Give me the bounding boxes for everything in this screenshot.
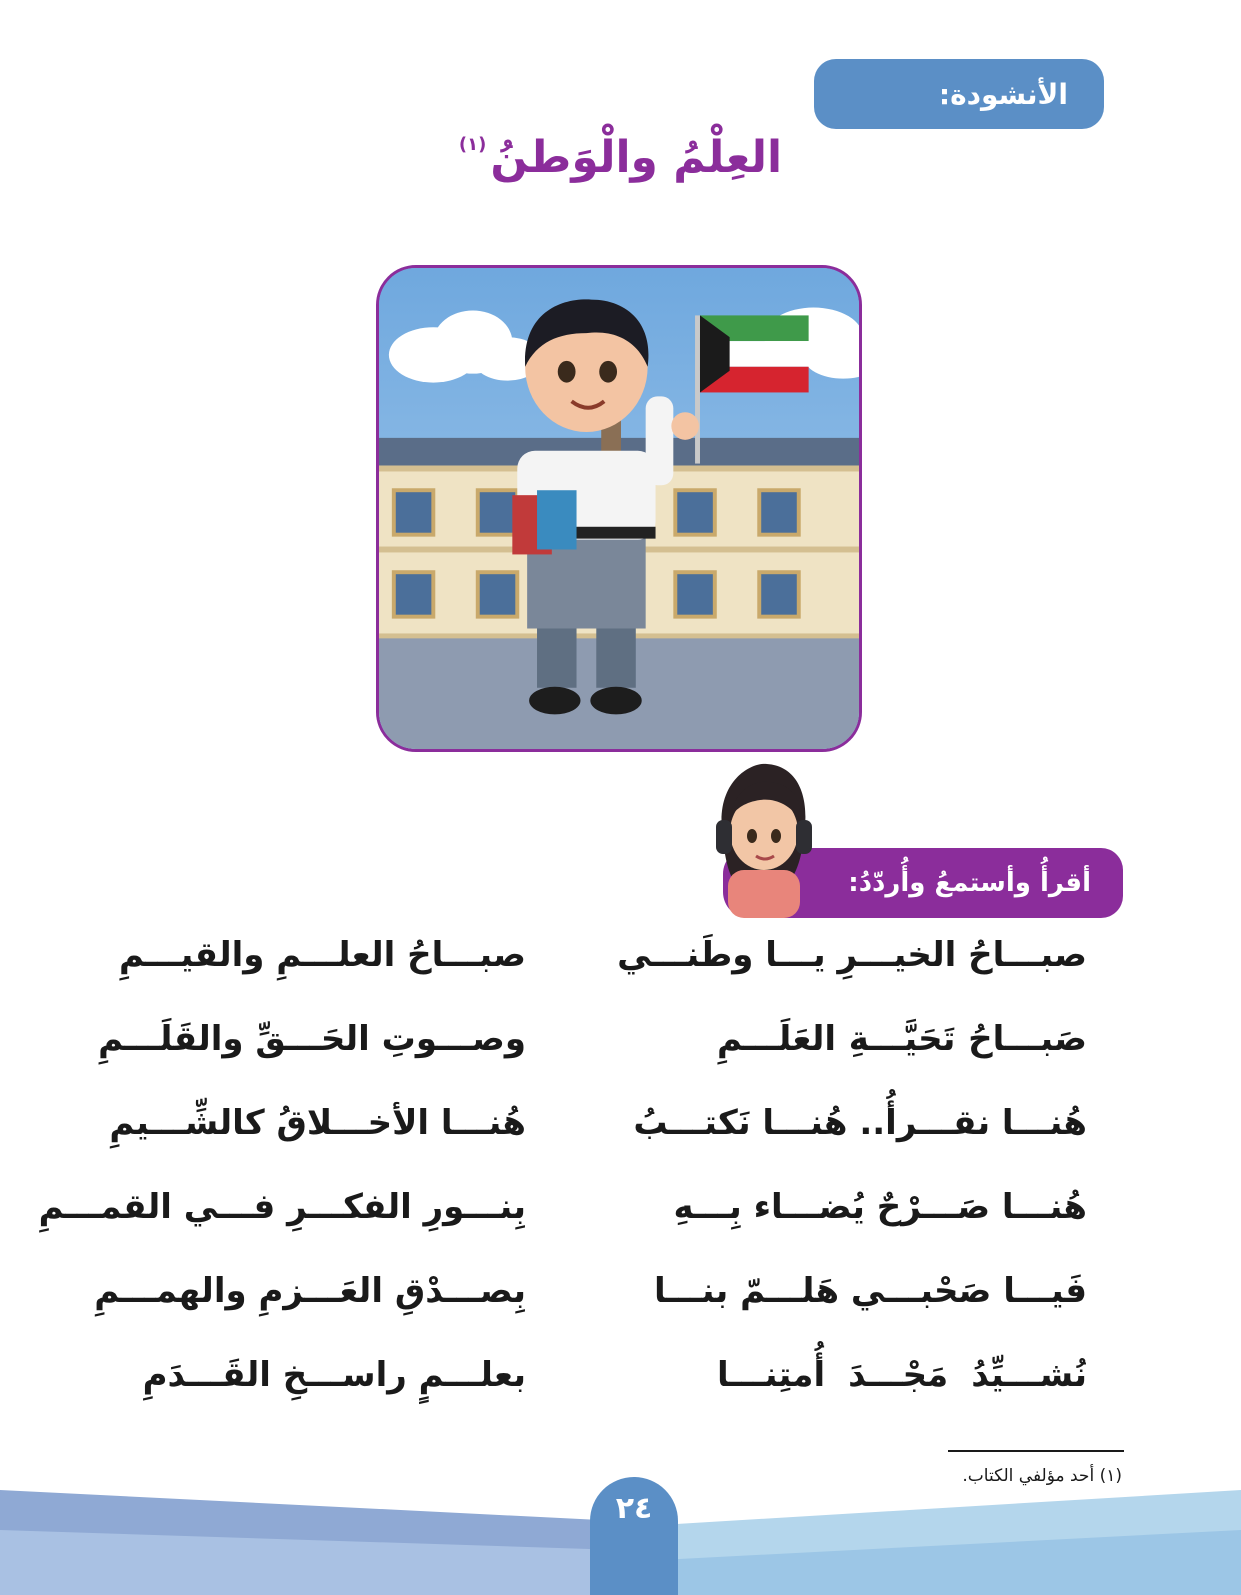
poem-line-6-right: نُشـــيِّدُ مَجْـــدَ أُمتِنـــا [717,1355,1087,1395]
section-label-text: الأنشودة: [938,77,1068,111]
poem-line-4-right: هُنـــا صَـــرْحٌ يُضـــاء بِـــهِ [673,1187,1087,1227]
girl-with-headphones-icon [712,760,812,918]
page-number [590,1477,678,1595]
poem-line-1-right: صبـــاحُ الخيـــرِ يـــا وطَنـــي [617,935,1087,975]
poem-line-3-left: هُنـــا الأخـــلاقُ كالشِّـــيمِ [109,1103,526,1143]
poem-line-4-left: بِنـــورِ الفكـــرِ فـــي القمـــمِ [38,1187,526,1227]
poem-line-2-left: وصـــوتِ الحَـــقِّ والقَلَـــمِ [98,1019,526,1059]
instruction-text: أقرأُ وأستمعُ وأُردّدُ: [848,868,1091,898]
boy-with-flag-illustration [376,265,862,752]
page-title [0,132,1241,183]
section-label [814,59,1104,129]
footnote-mark: (١) [458,134,487,155]
poem-line-1-left: صبـــاحُ العلـــمِ والقيـــمِ [119,935,526,975]
page-title-text: العِلْمُ والْوَطنُ [490,132,783,183]
footnote: (١) أحد مؤلفي الكتاب. [962,1466,1122,1486]
page-number-text: ٢٤ [615,1491,653,1526]
poem-line-2-right: صَبـــاحُ تَحَيَّـــةِ العَلَـــمِ [717,1019,1087,1059]
poem-line-5-right: فَيـــا صَحْبـــي هَلـــمّ بنـــا [653,1271,1087,1311]
footnote-divider [948,1450,1124,1452]
poem-line-6-left: بعلـــمٍ راســـخِ القَـــدَمِ [142,1355,526,1395]
poem-line-5-left: بِصـــدْقِ العَـــزمِ والهمـــمِ [94,1271,526,1311]
poem [0,925,1241,1415]
poem-line-3-right: هُنـــا نقـــرأُ.. هُنـــا نَكتـــبُ [633,1103,1087,1143]
